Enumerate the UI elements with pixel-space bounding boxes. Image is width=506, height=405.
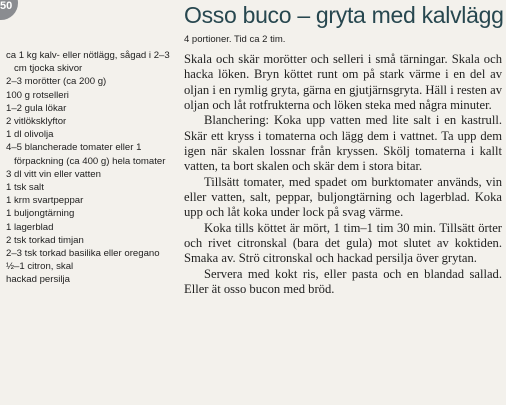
- ingredient-item: 100 g rotselleri: [6, 89, 69, 101]
- method-paragraph: Koka tills köttet är mört, 1 tim–1 tim 30 min. Tillsätt örter och rivet citronskal (bara det gula) mot slutet av koktiden. Smaka av. Strö citronskal och hackad persilja över grytan.: [184, 220, 502, 266]
- page-number-badge: [0, 0, 18, 20]
- ingredient-item: 2–3 tsk torkad basilika eller oregano: [6, 248, 160, 260]
- method-paragraph: Tillsätt tomater, med spadet om burktomater används, vin eller vatten, salt, peppar, buljongtärning och lagerblad. Koka upp och låt koka under lock på svag värme.: [184, 174, 502, 220]
- ingredient-item: 2–3 morötter (ca 200 g): [6, 76, 107, 88]
- recipe-servings: 4 portioner. Tid ca 2 tim.: [184, 34, 286, 45]
- recipe-title: Osso buco – gryta med kalvlägg: [184, 2, 504, 28]
- method-paragraph: Blanchering: Koka upp vatten med lite salt i en kastrull. Skär ett kryss i tomaterna och lägg dem i vattnet. Ta upp dem igen när skalen lossnar från kryssen. Skölj tomaterna i kallt vatten, ta bort skalen och skär dem i stora bitar.: [184, 113, 502, 174]
- recipe-method: [184, 52, 502, 298]
- ingredient-item: 1 lagerblad: [6, 221, 54, 233]
- page-number: 50: [0, 0, 13, 12]
- ingredient-list: [6, 49, 176, 287]
- ingredient-item: 4–5 blancherade tomater eller 1 förpackning (ca 400 g) hela tomater: [6, 142, 166, 167]
- ingredient-item: 1 krm svartpeppar: [6, 195, 84, 207]
- ingredient-item: 1 dl olivolja: [6, 129, 54, 141]
- method-paragraph: Skala och skär morötter och selleri i små tärningar. Skala och hacka löken. Bryn köttet runt om på stark värme i en del av oljan i en rymlig gryta, gärna en gjutjärnsgryta. Häll i resten av oljan och låt rotfrukterna och löken steka med några minuter.: [184, 52, 502, 113]
- ingredient-item: 2 vitlöksklyftor: [6, 116, 67, 128]
- method-paragraph: Servera med kokt ris, eller pasta och en blandad sallad. Eller ät osso bucon med bröd.: [184, 266, 502, 297]
- ingredient-item: 3 dl vitt vin eller vatten: [6, 168, 101, 180]
- ingredient-item: ca 1 kg kalv- eller nötlägg, sågad i 2–3 cm tjocka skivor: [6, 50, 170, 75]
- ingredient-item: hackad persilja: [6, 274, 70, 286]
- ingredient-item: 1 buljongtärning: [6, 208, 75, 220]
- ingredient-item: ½–1 citron, skal: [6, 261, 74, 273]
- ingredient-item: 1 tsk salt: [6, 182, 44, 194]
- ingredient-item: 2 tsk torkad timjan: [6, 234, 84, 246]
- ingredient-item: 1–2 gula lökar: [6, 102, 67, 114]
